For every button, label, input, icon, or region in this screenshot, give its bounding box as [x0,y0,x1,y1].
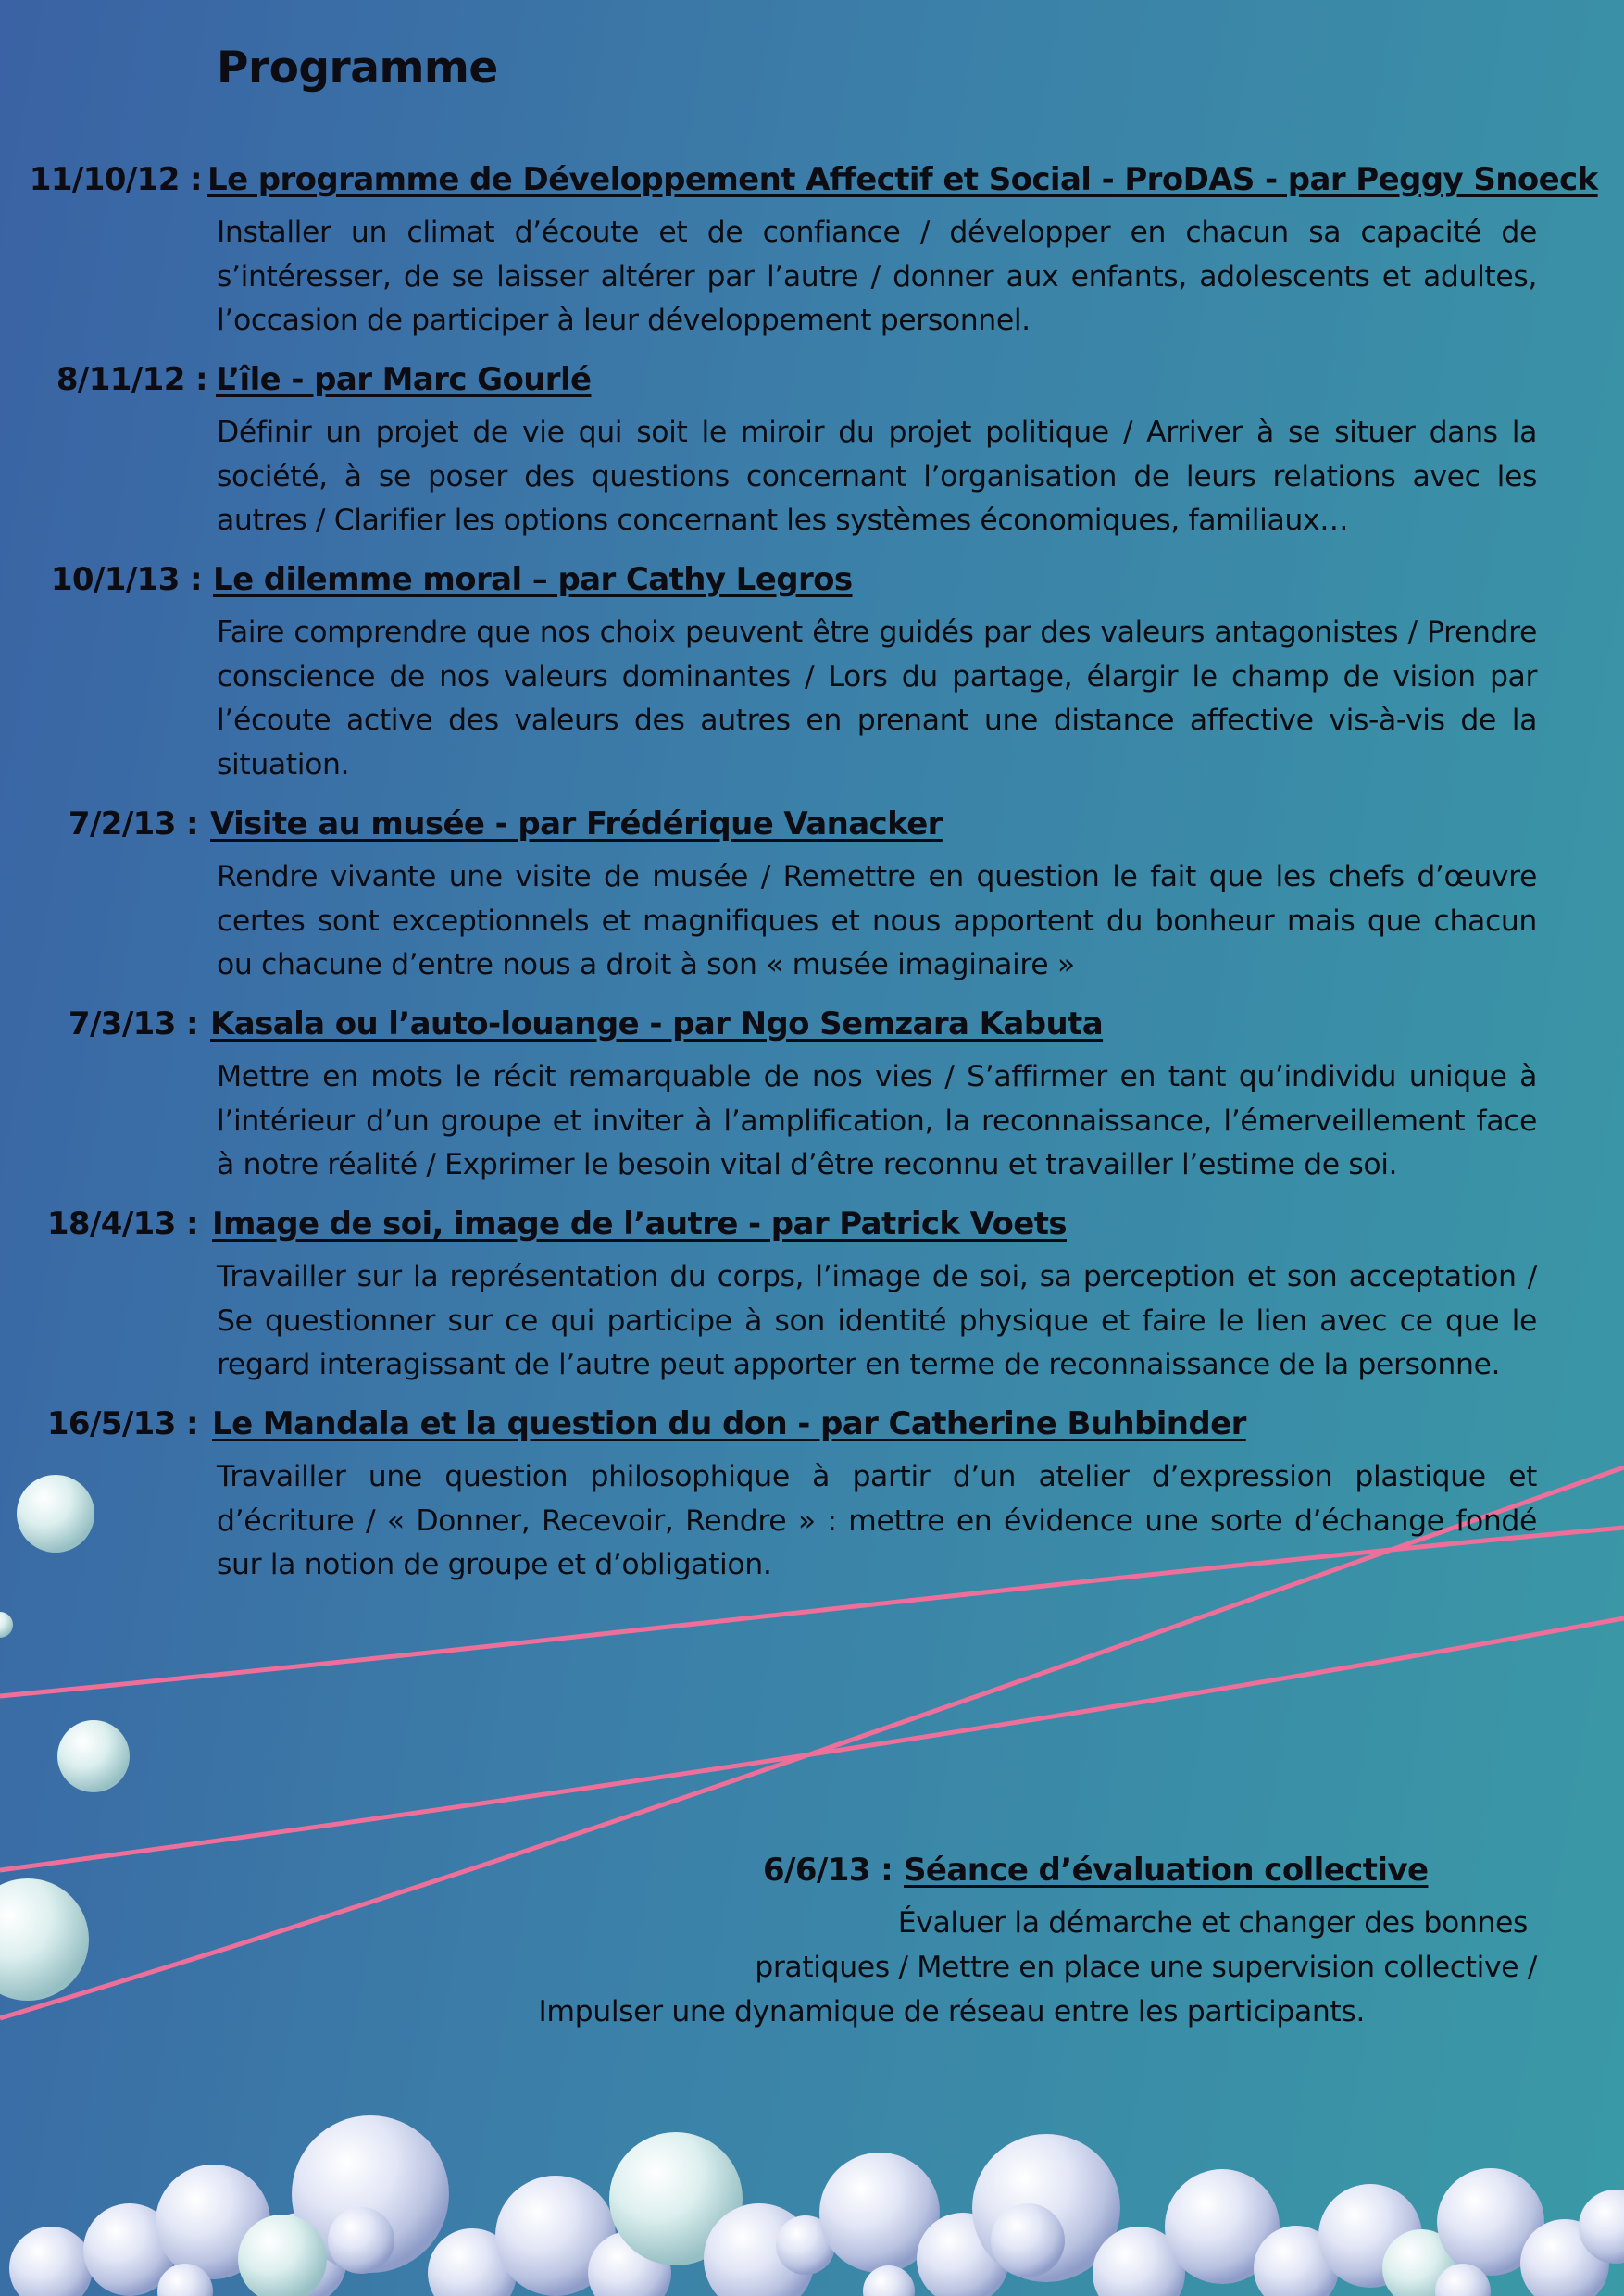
session-date: 6/6/13 : [763,1852,893,1889]
session-description: Faire comprendre que nos choix peuvent être guidés par des valeurs antagonistes / Prendre conscience de nos valeurs dominantes / Lors du partage, élargir le champ de vision par l’écoute active des valeurs des autres en prenant une distance affective vis-à-vis de la situation. [217,616,1537,781]
session-topic: Kasala ou l’auto-louange - par Ngo Semzara Kabuta [210,1005,1104,1042]
bubble [0,1612,13,1638]
session-entry [0,804,1624,981]
bubbles-bottom [9,2115,1624,2296]
session-date: 11/10/12 : [29,161,202,198]
session-topic: Image de soi, image de l’autre - par Patrick Voets [212,1205,1068,1242]
session-topic: Le Mandala et la question du don - par Catherine Buhbinder [212,1405,1246,1442]
final-session-entry [0,1850,1624,2028]
session-date: 7/2/13 : [68,805,198,842]
session-topic: Visite au musée - par Frédérique Vanacker [210,805,943,842]
session-date: 10/1/13 : [50,561,202,598]
bubble [17,1475,94,1553]
session-entry [0,559,1624,781]
final-description-line: pratiques / Mettre en place une supervision collective / [755,1951,1537,1984]
session-entry [0,1404,1624,1581]
session-date: 18/4/13 : [46,1205,198,1242]
final-description-line: Impulser une dynamique de réseau entre les participants. [538,1995,1365,2028]
session-description: Travailler sur la représentation du corps, l’image de soi, sa perception et son acceptation / Se questionner sur ce qui participe à son identité physique et faire le lien avec ce que le regard interagissant de l’autre peut apporter en terme de reconnaissance de la personne. [217,1260,1537,1381]
final-description-line: Évaluer la démarche et changer des bonnes [897,1906,1528,1940]
laser-line [0,1618,1624,1870]
session-description: Travailler une question philosophique à partir d’un atelier d’expression plastique et d’écriture / « Donner, Recevoir, Rendre » : mettre en évidence une sorte d’échange fondé sur la notion de groupe et d’obligation. [217,1460,1537,1581]
session-topic: Le programme de Développement Affectif et Social - ProDAS - par Peggy Snoeck [207,161,1598,198]
session-topic: Le dilemme moral – par Cathy Legros [213,561,853,598]
session-entry [0,1004,1624,1181]
session-description: Mettre en mots le récit remarquable de nos vies / S’affirmer en tant qu’individu unique à l’intérieur d’un groupe et inviter à l’amplification, la reconnaissance, l’émerveillement face à notre réalité / Exprimer le besoin vital d’être reconnu et travailler l’estime de soi. [217,1060,1537,1181]
session-description: Définir un projet de vie qui soit le miroir du projet politique / Arriver à se situer dans la société, à se poser des questions concernant l’organisation de leurs relations avec les autres / Clarifier les options concernant les systèmes économiques, familiaux… [217,416,1537,537]
session-date: 8/11/12 : [56,361,207,398]
page-title: Programme [217,43,498,94]
session-entry [0,359,1624,537]
session-entry [0,1204,1624,1381]
session-description: Installer un climat d’écoute et de confiance / développer en chacun sa capacité de s’intéresser, de se laisser altérer par l’autre / donner aux enfants, adolescents et adultes, l’occasion de participer à leur développement personnel. [217,216,1537,337]
session-date: 16/5/13 : [46,1405,198,1442]
session-entry [0,159,1624,337]
session-description: Rendre vivante une visite de musée / Remettre en question le fait que les chefs d’œuvre certes sont exceptionnels et magnifiques et nous apportent du bonheur mais que chacun ou chacune d’entre nous a droit à son « musée imaginaire » [217,860,1537,981]
bubble [57,1720,130,1792]
bubbles-left [0,1475,130,2001]
session-topic: L’île - par Marc Gourlé [216,361,592,398]
session-topic: Séance d’évaluation collective [904,1852,1429,1889]
session-date: 7/3/13 : [68,1005,198,1042]
